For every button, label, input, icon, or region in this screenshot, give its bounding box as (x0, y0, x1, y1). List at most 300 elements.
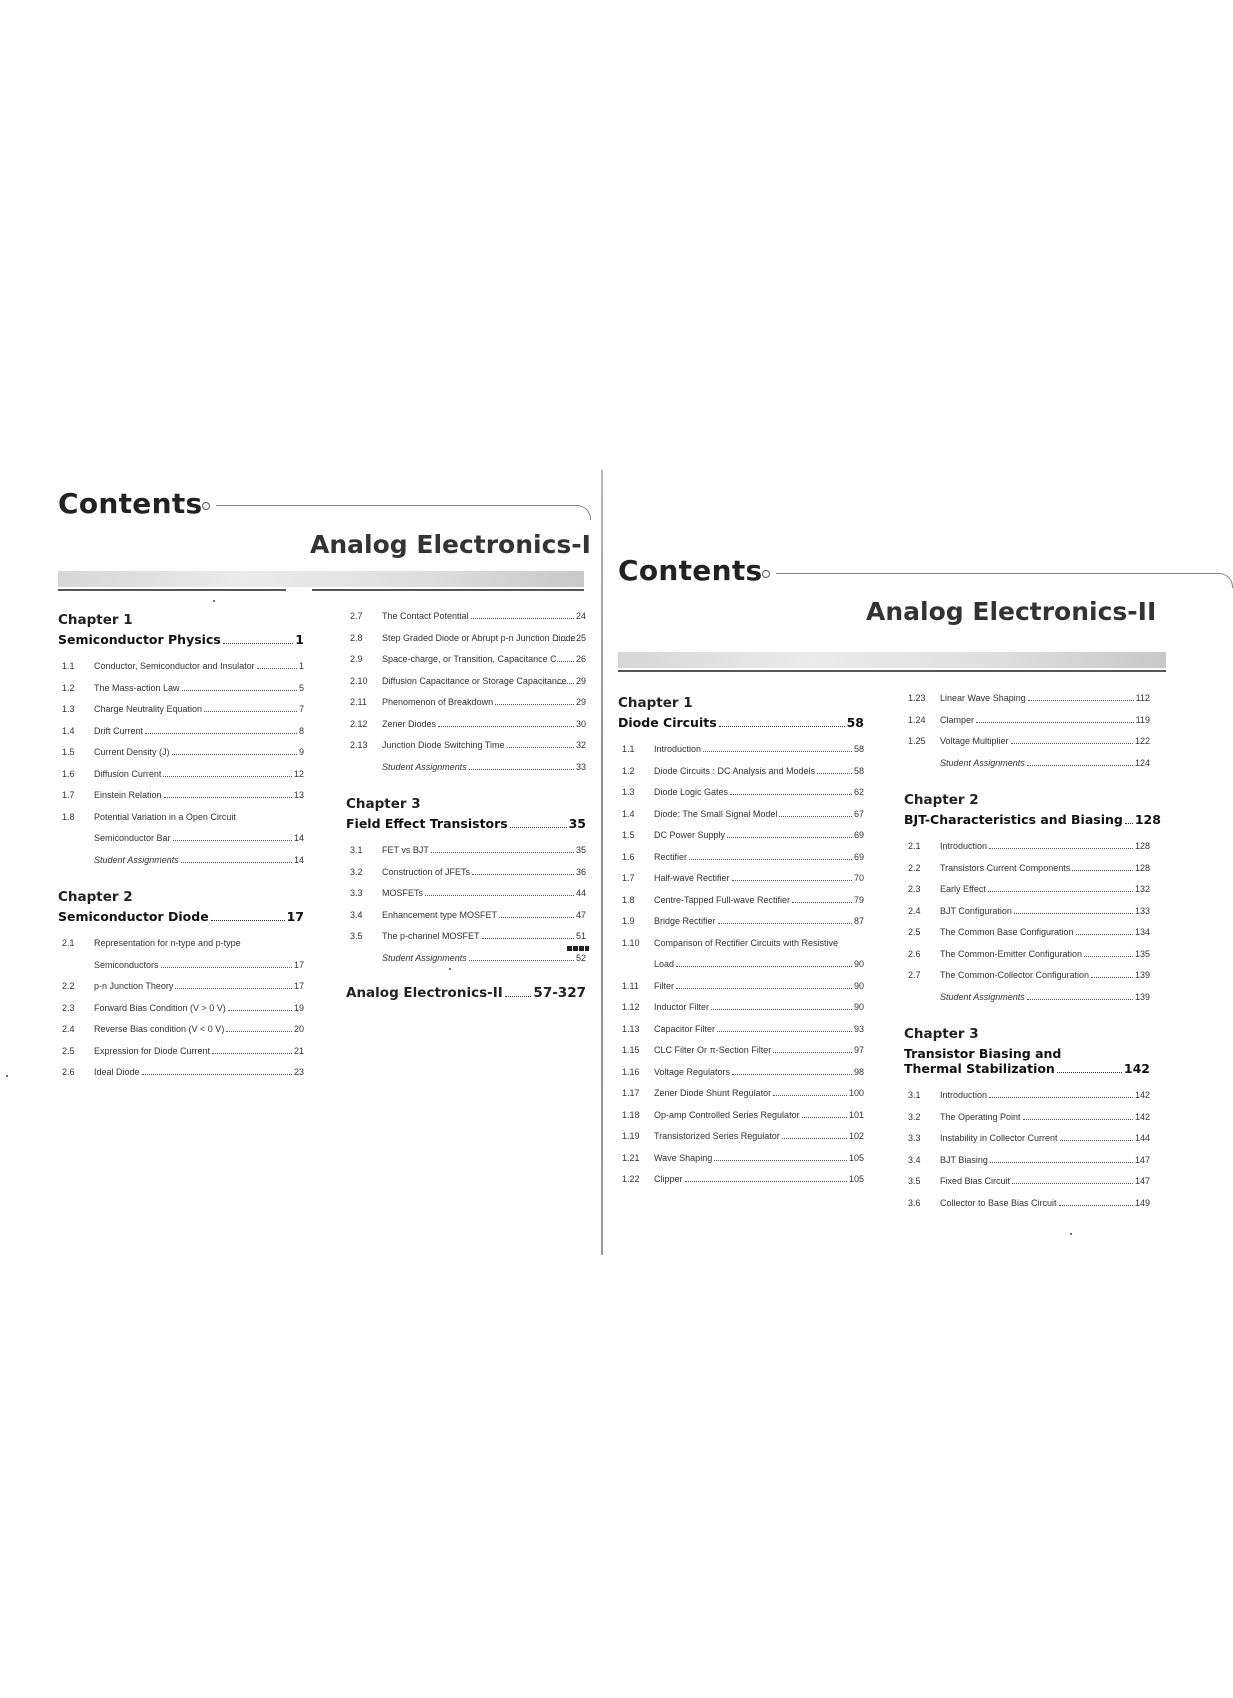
dot-leader (676, 966, 852, 967)
toc-entry (618, 954, 864, 976)
toc-entry (58, 764, 304, 786)
section-page-number: 44 (575, 888, 586, 898)
section-number: 2.6 (62, 1067, 75, 1077)
section-number: 2.4 (62, 1024, 75, 1034)
section-page-number: 133 (1134, 905, 1150, 916)
dot-leader (719, 726, 845, 727)
section-number: 1.2 (622, 765, 635, 776)
section-number: 1.13 (622, 1023, 640, 1034)
section-number: 1.12 (622, 1002, 640, 1012)
title-band (58, 571, 584, 587)
section-title: Centre-Tapped Full-wave Rectifier (654, 894, 791, 905)
section-title: Rectifier (654, 851, 688, 862)
section-page-number: 29 (575, 675, 586, 686)
toc-entry (618, 1105, 864, 1127)
section-number: 1.4 (622, 808, 635, 819)
section-page-number: 147 (1134, 1154, 1150, 1165)
section-title: Conductor, Semiconductor and Insulator (94, 661, 255, 671)
dot-leader (557, 661, 574, 662)
dot-leader (779, 816, 852, 817)
toc-entry (904, 836, 1150, 858)
scan-speck (213, 600, 215, 602)
section-title: Load (654, 959, 675, 969)
dot-leader (989, 848, 1133, 849)
section-page-number: 87 (853, 916, 864, 926)
section-page-number: 128 (1134, 841, 1150, 851)
toc-entry (618, 825, 864, 847)
section-page-number: 47 (575, 909, 586, 920)
toc-entry (346, 905, 586, 927)
chapter-title (58, 909, 304, 924)
toc-entry (904, 901, 1150, 923)
section-title: Charge Neutrality Equation (94, 704, 203, 714)
section-title: Voltage Regulators (654, 1066, 731, 1077)
dot-leader (1125, 823, 1133, 824)
section-title: Bridge Rectifier (654, 916, 716, 926)
section-page-number: 1 (298, 661, 304, 671)
dot-leader (730, 794, 852, 795)
section-page-number: 33 (575, 761, 586, 772)
dot-leader (1023, 1119, 1133, 1120)
section-title: Student Assignments (940, 757, 1025, 768)
toc-entry (904, 731, 1150, 753)
section-page-number: 97 (853, 1045, 864, 1055)
section-title: The Common Base Configuration (940, 927, 1074, 937)
dot-leader (163, 776, 292, 777)
section-title: Construction of JFETs (382, 866, 471, 877)
heading-dot-ornament (202, 502, 210, 510)
student-assignments-entry (904, 987, 1150, 1009)
section-page-number: 9 (298, 747, 304, 757)
dot-leader (711, 1009, 852, 1010)
section-title: Clamper (940, 714, 975, 725)
dot-leader (732, 880, 852, 881)
toc-entry (346, 692, 586, 714)
toc-entry (904, 1150, 1150, 1172)
section-number: 1.6 (62, 768, 75, 779)
section-page-number: 19 (293, 1002, 304, 1013)
section-number: 1.5 (622, 830, 635, 840)
toc-entry (904, 1128, 1150, 1150)
section-number: 3.2 (908, 1111, 921, 1122)
toc-entry (904, 1085, 1150, 1107)
section-page-number: 36 (575, 866, 586, 877)
section-number: 1.22 (622, 1174, 640, 1184)
section-number: 2.2 (908, 862, 921, 873)
section-page-number: 142 (1134, 1111, 1150, 1122)
dot-leader (469, 960, 574, 961)
section-number: 1.7 (62, 790, 75, 800)
section-title: The Mass-action Law (94, 682, 180, 693)
section-title: The Common-Collector Configuration (940, 970, 1090, 980)
section-page-number: 29 (575, 697, 586, 707)
dot-leader (717, 1031, 852, 1032)
section-title: Reverse Bias condition (V < 0 V) (94, 1024, 225, 1034)
section-title: Phenomenon of Breakdown (382, 697, 494, 707)
section-page-number: 21 (293, 1045, 304, 1056)
chapter-label: Chapter 2 (58, 889, 133, 905)
dot-leader (976, 722, 1134, 723)
dot-leader (989, 1097, 1133, 1098)
dot-leader (204, 711, 297, 712)
toc-entry (618, 933, 864, 955)
section-page-number: 51 (575, 931, 586, 941)
toc-entry (618, 1169, 864, 1191)
chapter-label: Chapter 1 (58, 612, 133, 628)
toc-entry (618, 761, 864, 783)
toc-entry (346, 649, 586, 671)
section-page-number: 7 (298, 704, 304, 714)
dot-leader (1014, 913, 1133, 914)
dot-leader (773, 1052, 852, 1053)
band-underline (618, 670, 1166, 672)
section-page-number: 102 (848, 1131, 864, 1141)
section-title: Step Graded Diode or Abrupt p-n Junction Diode (382, 632, 576, 643)
section-number: 1.4 (62, 725, 75, 736)
chapter-label: Chapter 2 (904, 792, 979, 808)
section-title: Transistorized Series Regulator (654, 1131, 780, 1141)
section-page-number: 100 (848, 1088, 864, 1098)
section-number: 1.25 (908, 736, 926, 746)
section-title: DC Power Supply (654, 830, 726, 840)
section-number: 1.18 (622, 1109, 640, 1120)
section-page-number: 17 (293, 959, 304, 970)
section-number: 3.6 (908, 1197, 921, 1208)
dot-leader (164, 797, 292, 798)
section-title: Filter (654, 980, 674, 991)
section-number: 2.5 (62, 1045, 75, 1056)
section-title: Diode: The Small Signal Model (654, 808, 778, 819)
dot-leader (557, 683, 574, 684)
toc-column-left (618, 695, 864, 1191)
dot-leader (1028, 700, 1134, 701)
section-number: 2.1 (62, 938, 75, 948)
chapter-label: Chapter 3 (346, 796, 421, 812)
toc-entry (346, 926, 586, 948)
section-title: Op-amp Controlled Series Regulator (654, 1109, 800, 1120)
toc-entry (618, 1062, 864, 1084)
toc-entry (618, 804, 864, 826)
toc-entry (58, 742, 304, 764)
heading-rule (776, 573, 1220, 574)
section-page-number: 35 (575, 845, 586, 855)
chapter-label: Chapter 3 (904, 1026, 979, 1042)
toc-entry (58, 656, 304, 678)
toc-entry (346, 628, 586, 650)
chapter-title (904, 1046, 1150, 1076)
chapter-gap (904, 774, 1150, 792)
section-title: Student Assignments (382, 952, 467, 963)
section-title: BJT Configuration (940, 905, 1012, 916)
dot-leader (685, 1181, 847, 1182)
dot-leader (1076, 934, 1133, 935)
section-page-number: 105 (848, 1152, 864, 1163)
dot-leader (1072, 870, 1133, 871)
scan-speck (6, 1075, 8, 1077)
section-page-number: 70 (853, 873, 864, 883)
section-page-number: 26 (575, 654, 586, 664)
section-page-number: 93 (853, 1023, 864, 1034)
right-page (600, 0, 1200, 1698)
toc-entry (346, 606, 586, 628)
dot-leader (1027, 765, 1133, 766)
section-number: 1.9 (622, 916, 635, 926)
section-page-number: 23 (293, 1067, 304, 1077)
section-title: Semiconductors (94, 959, 159, 970)
dot-leader (718, 923, 852, 924)
dot-leader (802, 1117, 847, 1118)
section-number: 1.3 (62, 704, 75, 714)
dot-leader (173, 840, 292, 841)
section-title: Diffusion Capacitance or Storage Capacitance (382, 675, 567, 686)
toc-entry (58, 807, 304, 829)
section-number: 2.9 (350, 654, 363, 664)
toc-entry (618, 739, 864, 761)
chapter-page-number: 58 (846, 715, 864, 730)
dot-leader (226, 1031, 292, 1032)
toc-entry (346, 883, 586, 905)
section-title: Diode Circuits : DC Analysis and Models (654, 765, 816, 776)
dot-leader (228, 1010, 292, 1011)
section-number: 2.1 (908, 841, 921, 851)
section-number: 3.4 (908, 1154, 921, 1165)
dot-leader (714, 1160, 847, 1161)
section-number: 1.2 (62, 682, 75, 693)
section-title: Inductor Filter (654, 1002, 710, 1012)
section-number: 2.5 (908, 927, 921, 937)
dot-leader (988, 891, 1133, 892)
section-page-number: 67 (853, 808, 864, 819)
section-number: 1.10 (622, 937, 640, 948)
section-page-number: 105 (848, 1174, 864, 1184)
chapter-gap (346, 778, 586, 796)
section-title: The p-channel MOSFET (382, 931, 480, 941)
section-number: 2.7 (350, 611, 363, 621)
section-number: 1.21 (622, 1152, 640, 1163)
toc-entry (904, 922, 1150, 944)
dot-leader (990, 1162, 1133, 1163)
dot-leader (425, 895, 574, 896)
section-number: 1.7 (622, 873, 635, 883)
dot-leader (172, 754, 297, 755)
section-page-number: 24 (575, 611, 586, 621)
next-part-title: Analog Electronics-II (346, 985, 503, 1001)
student-assignments-entry (346, 757, 586, 779)
section-number: 1.11 (622, 980, 639, 991)
dot-leader (507, 747, 574, 748)
section-title: Zener Diode Shunt Regulator (654, 1088, 772, 1098)
dot-leader (211, 920, 285, 921)
section-number: 3.1 (350, 845, 363, 855)
section-title: Wave Shaping (654, 1152, 713, 1163)
scan-speck (449, 968, 451, 970)
section-page-number: 30 (575, 718, 586, 729)
dot-leader (499, 917, 574, 918)
section-page-number: 101 (848, 1109, 864, 1120)
section-title: p-n Junction Theory (94, 981, 174, 991)
toc-entry (904, 858, 1150, 880)
section-page-number: 14 (293, 854, 304, 865)
band-underline (58, 589, 286, 591)
section-title: CLC Filter Or π-Section Filter (654, 1045, 772, 1055)
chapter-title (58, 632, 304, 647)
dot-leader (505, 996, 532, 997)
section-page-number: 12 (293, 768, 304, 779)
section-title: Diode Logic Gates (654, 787, 729, 797)
section-page-number: 128 (1134, 862, 1150, 873)
toc-column-right (904, 688, 1161, 1214)
section-page-number: 135 (1134, 948, 1150, 959)
section-number: 1.19 (622, 1131, 640, 1141)
toc-entry (618, 1040, 864, 1062)
section-number: 2.3 (62, 1002, 75, 1013)
section-number: 1.1 (622, 744, 635, 754)
section-page-number: 124 (1134, 757, 1150, 768)
chapter-gap (904, 1008, 1150, 1026)
section-title: Potential Variation in a Open Circuit (94, 811, 236, 822)
toc-entry (618, 1019, 864, 1041)
toc-entry (346, 671, 586, 693)
student-assignments-entry (904, 753, 1150, 775)
section-page-number: 62 (853, 787, 864, 797)
dot-leader (817, 773, 852, 774)
section-title: Enhancement type MOSFET (382, 909, 498, 920)
contents-heading: Contents (58, 487, 203, 520)
section-number: 2.2 (62, 981, 75, 991)
section-number: 2.4 (908, 905, 921, 916)
section-number: 2.11 (350, 697, 367, 707)
section-title: Diffusion Current (94, 768, 162, 779)
section-page-number: 98 (853, 1066, 864, 1077)
section-title: Student Assignments (382, 761, 467, 772)
dot-leader (773, 1095, 847, 1096)
section-page-number: 147 (1134, 1176, 1150, 1186)
section-number: 3.5 (350, 931, 363, 941)
dot-leader (181, 862, 292, 863)
toc-entry (58, 933, 304, 955)
chapter-page-number: 128 (1134, 812, 1161, 827)
section-title: Space-charge, or Transition, Capacitance C (382, 654, 557, 664)
dot-leader (471, 618, 574, 619)
section-number: 1.8 (62, 811, 75, 822)
chapter-page-number: 35 (568, 816, 586, 831)
section-title: Transistors Current Components (940, 862, 1071, 873)
section-page-number: 142 (1134, 1090, 1150, 1100)
dot-leader (1012, 1183, 1133, 1184)
toc-column-left (58, 612, 304, 1084)
section-number: 3.2 (350, 866, 363, 877)
dot-leader (482, 938, 574, 939)
dot-leader (1060, 1140, 1133, 1141)
section-number: 1.1 (62, 661, 75, 671)
section-title: Voltage Multiplier (940, 736, 1009, 746)
toc-entry (618, 847, 864, 869)
toc-entry (58, 1019, 304, 1041)
section-title: Fixed Bias Circuit (940, 1176, 1011, 1186)
next-part-link (346, 985, 586, 1001)
section-page-number: 144 (1134, 1133, 1150, 1143)
toc-entry (904, 1193, 1150, 1215)
section-title: Collector to Base Bias Circuit (940, 1197, 1057, 1208)
toc-entry (346, 714, 586, 736)
section-title: Comparison of Rectifier Circuits with Resistive (654, 937, 839, 948)
left-page (0, 0, 600, 1698)
section-title: FET vs BJT (382, 845, 429, 855)
toc-entry (58, 998, 304, 1020)
section-title: Junction Diode Switching Time (382, 740, 505, 750)
section-page-number: 20 (293, 1024, 304, 1034)
section-title: Linear Wave Shaping (940, 693, 1026, 703)
section-title: Ideal Diode (94, 1067, 140, 1077)
toc-entry (904, 1107, 1150, 1129)
section-page-number: 32 (575, 740, 586, 750)
toc-entry (58, 828, 304, 850)
chapter-page-number: 142 (1123, 1061, 1150, 1076)
toc-entry (58, 721, 304, 743)
section-title: MOSFETs (382, 888, 424, 898)
toc-entry (904, 1171, 1150, 1193)
toc-entry (904, 965, 1150, 987)
section-title: Half-wave Rectifier (654, 873, 730, 883)
section-number: 2.13 (350, 740, 368, 750)
section-title: Semiconductor Bar (94, 833, 171, 843)
section-page-number: 149 (1134, 1197, 1150, 1208)
dot-leader (689, 859, 852, 860)
heading-dot-ornament (762, 570, 770, 578)
toc-entry (904, 710, 1150, 732)
section-number: 1.6 (622, 851, 635, 862)
section-page-number: 14 (293, 833, 304, 843)
section-page-number: 58 (853, 744, 864, 754)
toc-entry (618, 1126, 864, 1148)
contents-heading: Contents (618, 554, 763, 587)
section-title: The Operating Point (940, 1111, 1021, 1122)
section-title: Current Density (J) (94, 747, 170, 757)
dot-leader (1057, 1072, 1122, 1073)
dot-leader (257, 668, 297, 669)
toc-entry (904, 879, 1150, 901)
chapter-page-number: 17 (286, 909, 304, 924)
toc-entry (58, 1041, 304, 1063)
dot-leader (223, 643, 293, 644)
section-number: 1.3 (622, 787, 635, 797)
chapter-title (618, 715, 864, 730)
dot-leader (182, 690, 297, 691)
section-page-number: 122 (1134, 736, 1150, 746)
section-number: 3.3 (908, 1133, 921, 1143)
dot-leader (431, 852, 574, 853)
next-part-pages: 57-327 (533, 985, 586, 1001)
dot-leader (1059, 1205, 1133, 1206)
chapter-title-text: Semiconductor Physics (58, 632, 221, 647)
section-number: 1.24 (908, 714, 926, 725)
section-page-number: 17 (293, 981, 304, 991)
dot-leader (703, 751, 852, 752)
section-number: 1.15 (622, 1045, 640, 1055)
toc-entry (904, 944, 1150, 966)
book-title: Analog Electronics-I (310, 530, 591, 559)
chapter-title-text: Diode Circuits (618, 715, 717, 730)
dot-leader (142, 1074, 292, 1075)
chapter-page-number: 1 (295, 632, 304, 647)
dot-leader (495, 704, 574, 705)
chapter-title-text: BJT-Characteristics and Biasing (904, 812, 1123, 827)
section-page-number: 5 (298, 682, 304, 693)
section-number: 2.8 (350, 632, 363, 643)
section-page-number: 13 (293, 790, 304, 800)
toc-entry (904, 688, 1150, 710)
toc-entry (58, 785, 304, 807)
